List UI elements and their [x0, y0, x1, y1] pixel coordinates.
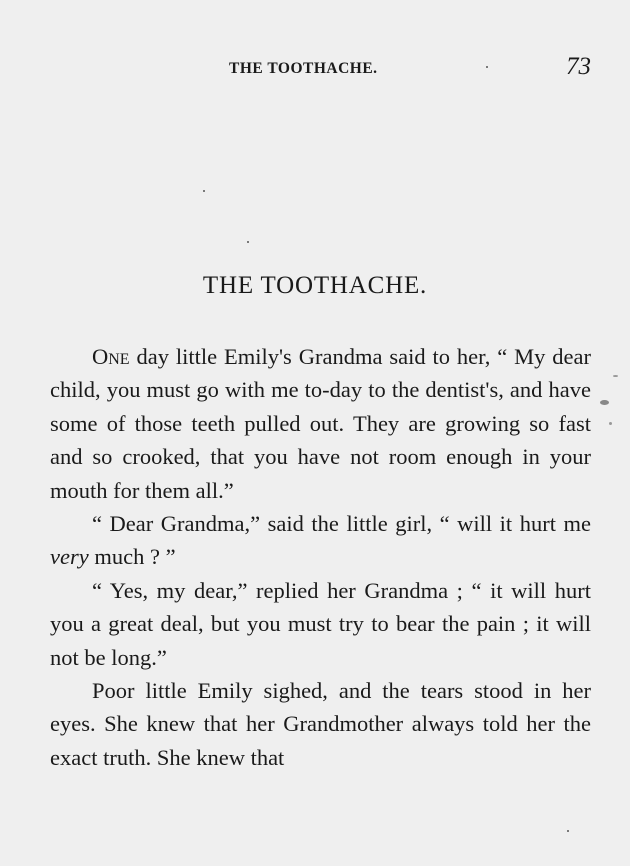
paper-speck: [613, 375, 618, 377]
paragraph-4: [50, 674, 591, 774]
chapter-title: THE TOOTHACHE.: [202, 272, 428, 299]
paragraph-4-text: Poor little Emily sighed, and the tears stood in her eyes. She knew that her Grandmother always told her the exact truth. She knew that: [50, 678, 591, 770]
paper-speck: [600, 400, 609, 405]
paragraph-3-text: “ Yes, my dear,” replied her Grandma ; “ it will hurt you a great deal, but you must try to bear the pain ; it will not be long.”: [50, 577, 591, 670]
running-title: THE TOOTHACHE.: [229, 60, 378, 77]
paper-speck: [203, 190, 205, 192]
paragraph-2-text: “ Dear Grandma,” said the little girl, “ will it hurt me: [92, 511, 591, 537]
paragraph-3: [50, 574, 591, 674]
paragraph-1-text: day little Emily's Grandma said to her, “ My dear child, you must go with me to-day to the dentist's, and have some of those teeth pulled out. They are growing so fast and so crooked, that you have not room enough in your mouth for them all.”: [50, 344, 591, 503]
paper-speck: [567, 830, 569, 832]
paper-speck: [247, 241, 249, 243]
page-number: 73: [566, 53, 591, 80]
opening-word: One: [92, 344, 130, 369]
paper-speck: [486, 66, 488, 68]
paragraph-1: [50, 340, 591, 507]
paragraph-2: [50, 507, 591, 574]
paragraph-2-end: much ? ”: [88, 544, 176, 570]
paper-speck: [609, 422, 612, 425]
running-header: [0, 52, 630, 88]
emphasis-word: very: [50, 544, 89, 570]
chapter-body: [50, 340, 591, 774]
